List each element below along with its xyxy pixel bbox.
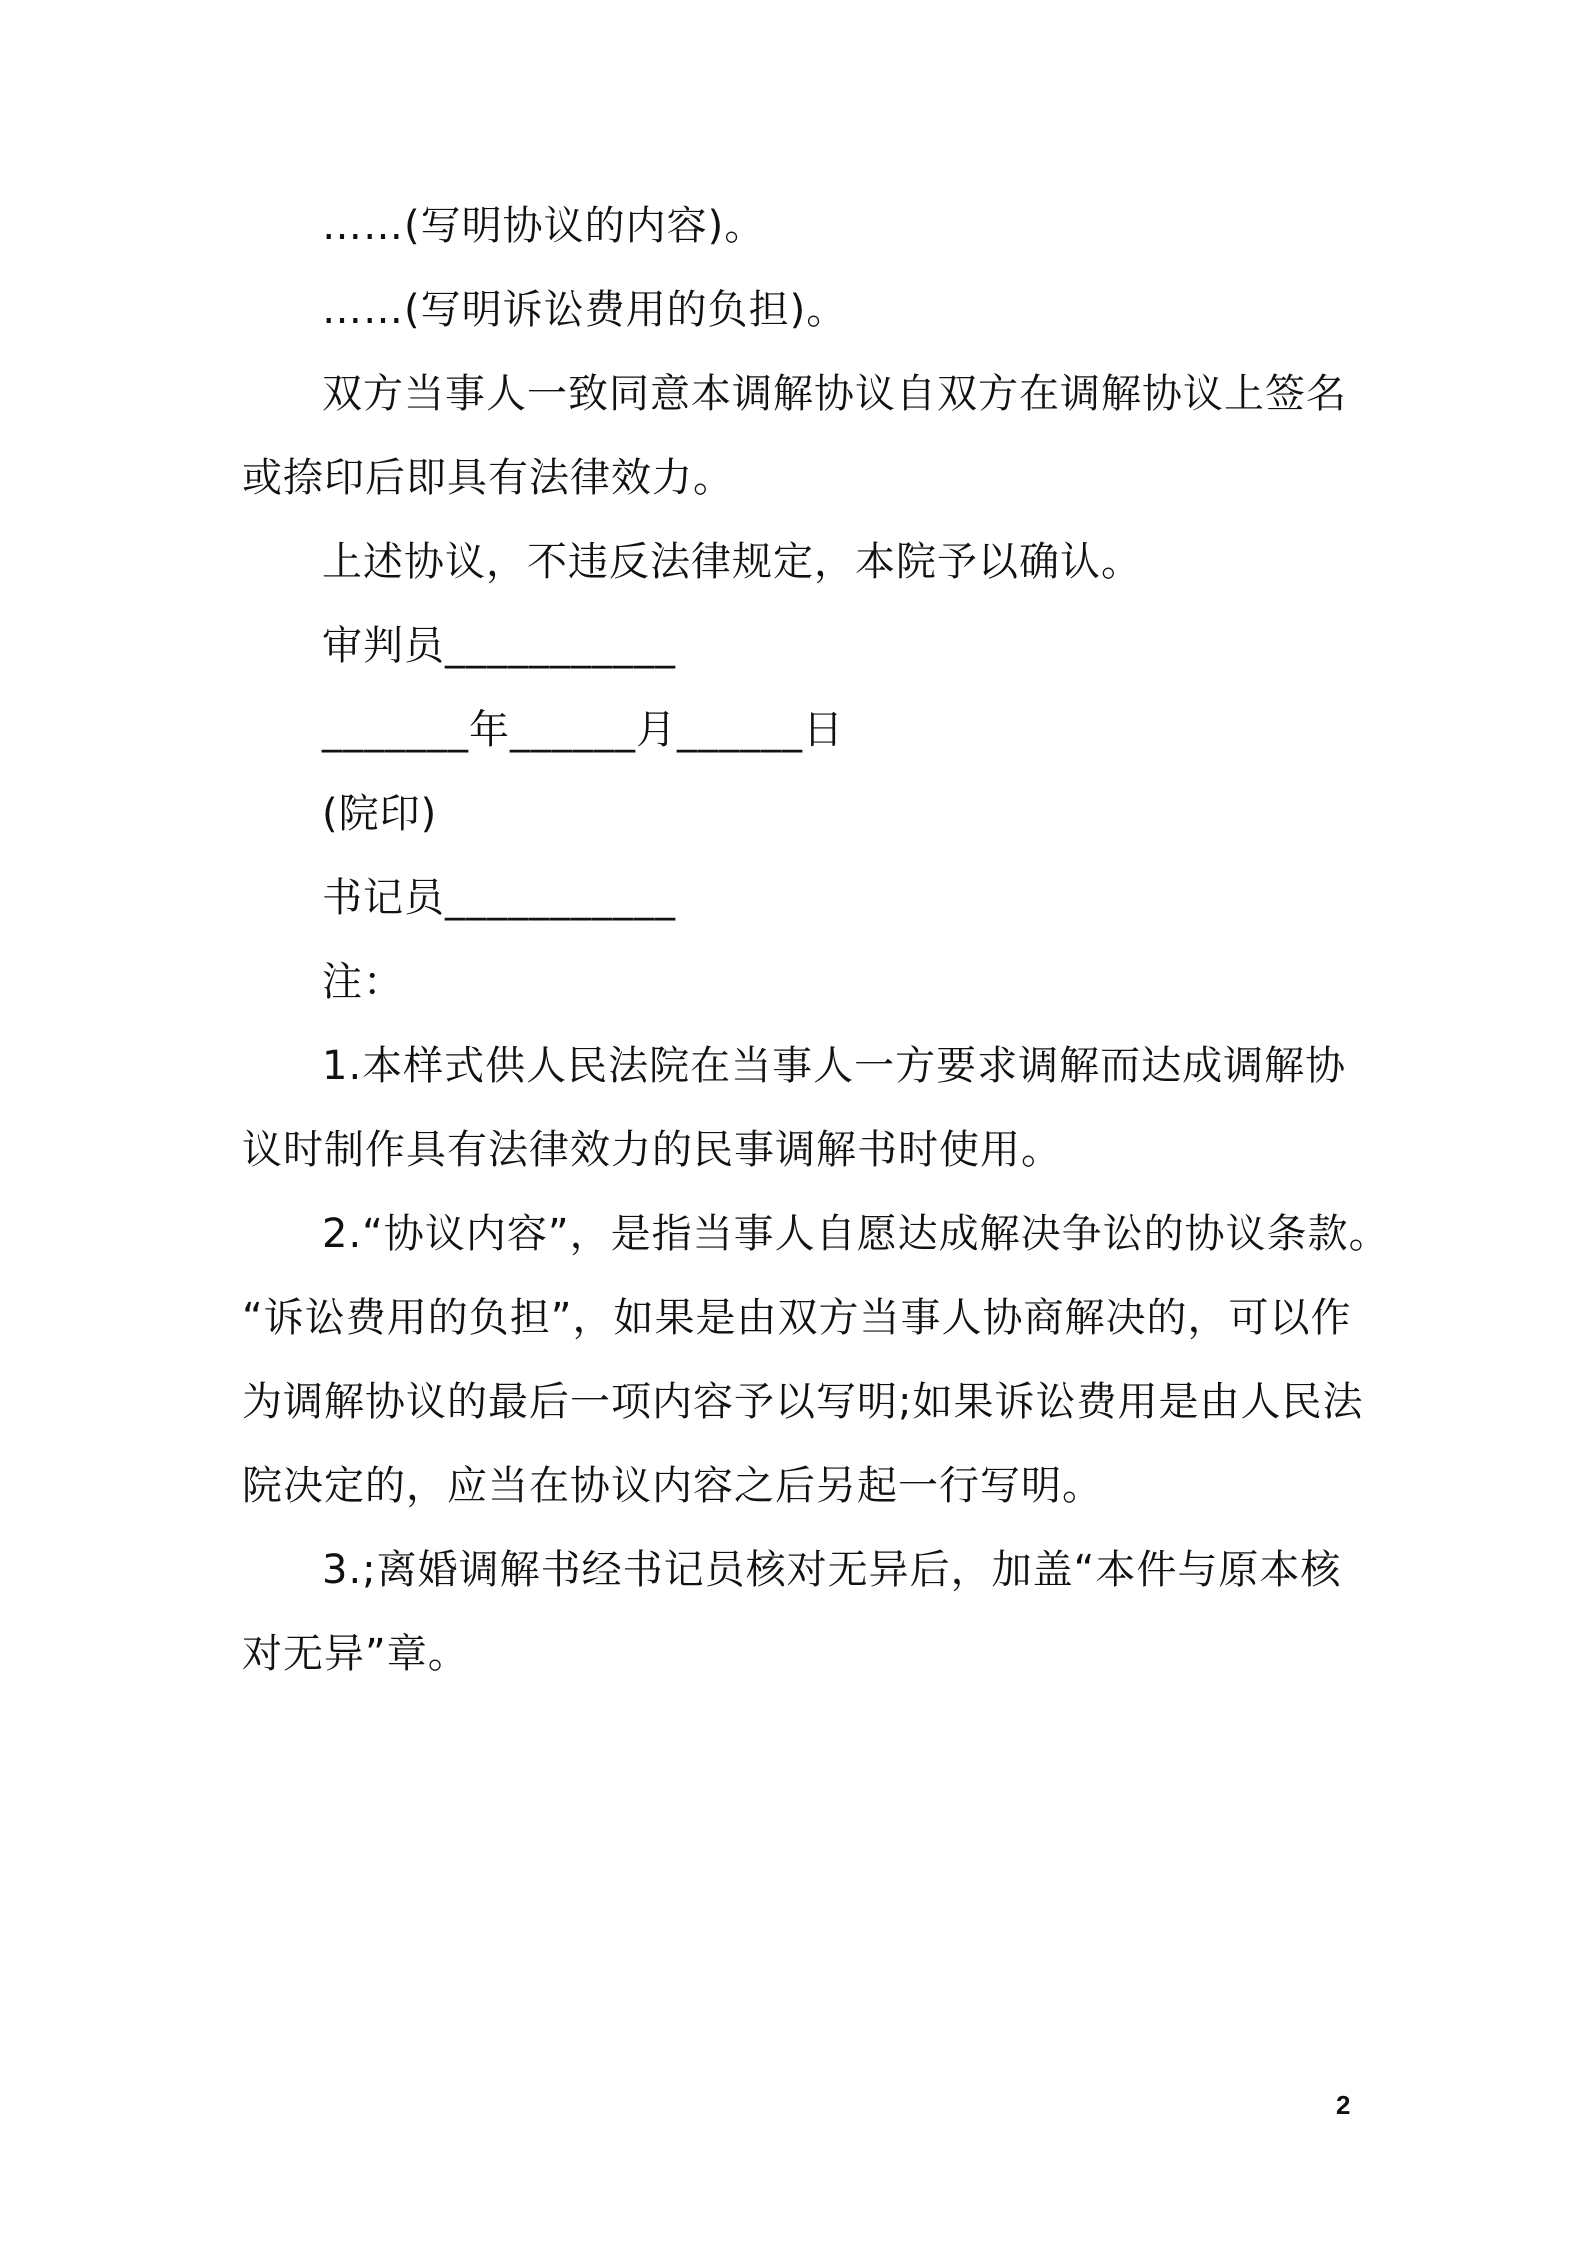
paragraph-consent-line-1: 双方当事人一致同意本调解协议自双方在调解协议上签名 (322, 371, 1347, 417)
note-3-line-2: 对无异”章。 (242, 1631, 469, 1677)
note-2-line-4: 院决定的，应当在协议内容之后另起一行写明。 (242, 1463, 1103, 1509)
agreement-content-line: ……(写明协议的内容)。 (322, 203, 766, 249)
judge-signature-line: 审判员___________ (322, 623, 676, 669)
note-3-line-1: 3.;离婚调解书经书记员核对无异后，加盖“本件与原本核 (322, 1547, 1342, 1593)
note-2-line-3: 为调解协议的最后一项内容予以写明;如果诉讼费用是由人民法 (242, 1379, 1364, 1425)
date-line: _______年______月______日 (322, 707, 844, 753)
note-2-line-2: “诉讼费用的负担”，如果是由双方当事人协商解决的，可以作 (242, 1295, 1352, 1341)
notes-heading: 注： (322, 959, 404, 1005)
court-confirmation-line: 上述协议，不违反法律规定，本院予以确认。 (322, 539, 1142, 585)
note-1-line-2: 议时制作具有法律效力的民事调解书时使用。 (242, 1127, 1062, 1173)
litigation-cost-line: ……(写明诉讼费用的负担)。 (322, 287, 848, 333)
note-1-line-1: 1.本样式供人民法院在当事人一方要求调解而达成调解协 (322, 1043, 1347, 1089)
note-2-line-1: 2.“协议内容”，是指当事人自愿达成解决争讼的协议条款。 (322, 1211, 1390, 1257)
court-seal-line: (院印) (322, 791, 438, 837)
page-number: 2 (1336, 2090, 1351, 2120)
clerk-signature-line: 书记员___________ (322, 875, 676, 921)
paragraph-consent-line-2: 或捺印后即具有法律效力。 (242, 455, 734, 501)
